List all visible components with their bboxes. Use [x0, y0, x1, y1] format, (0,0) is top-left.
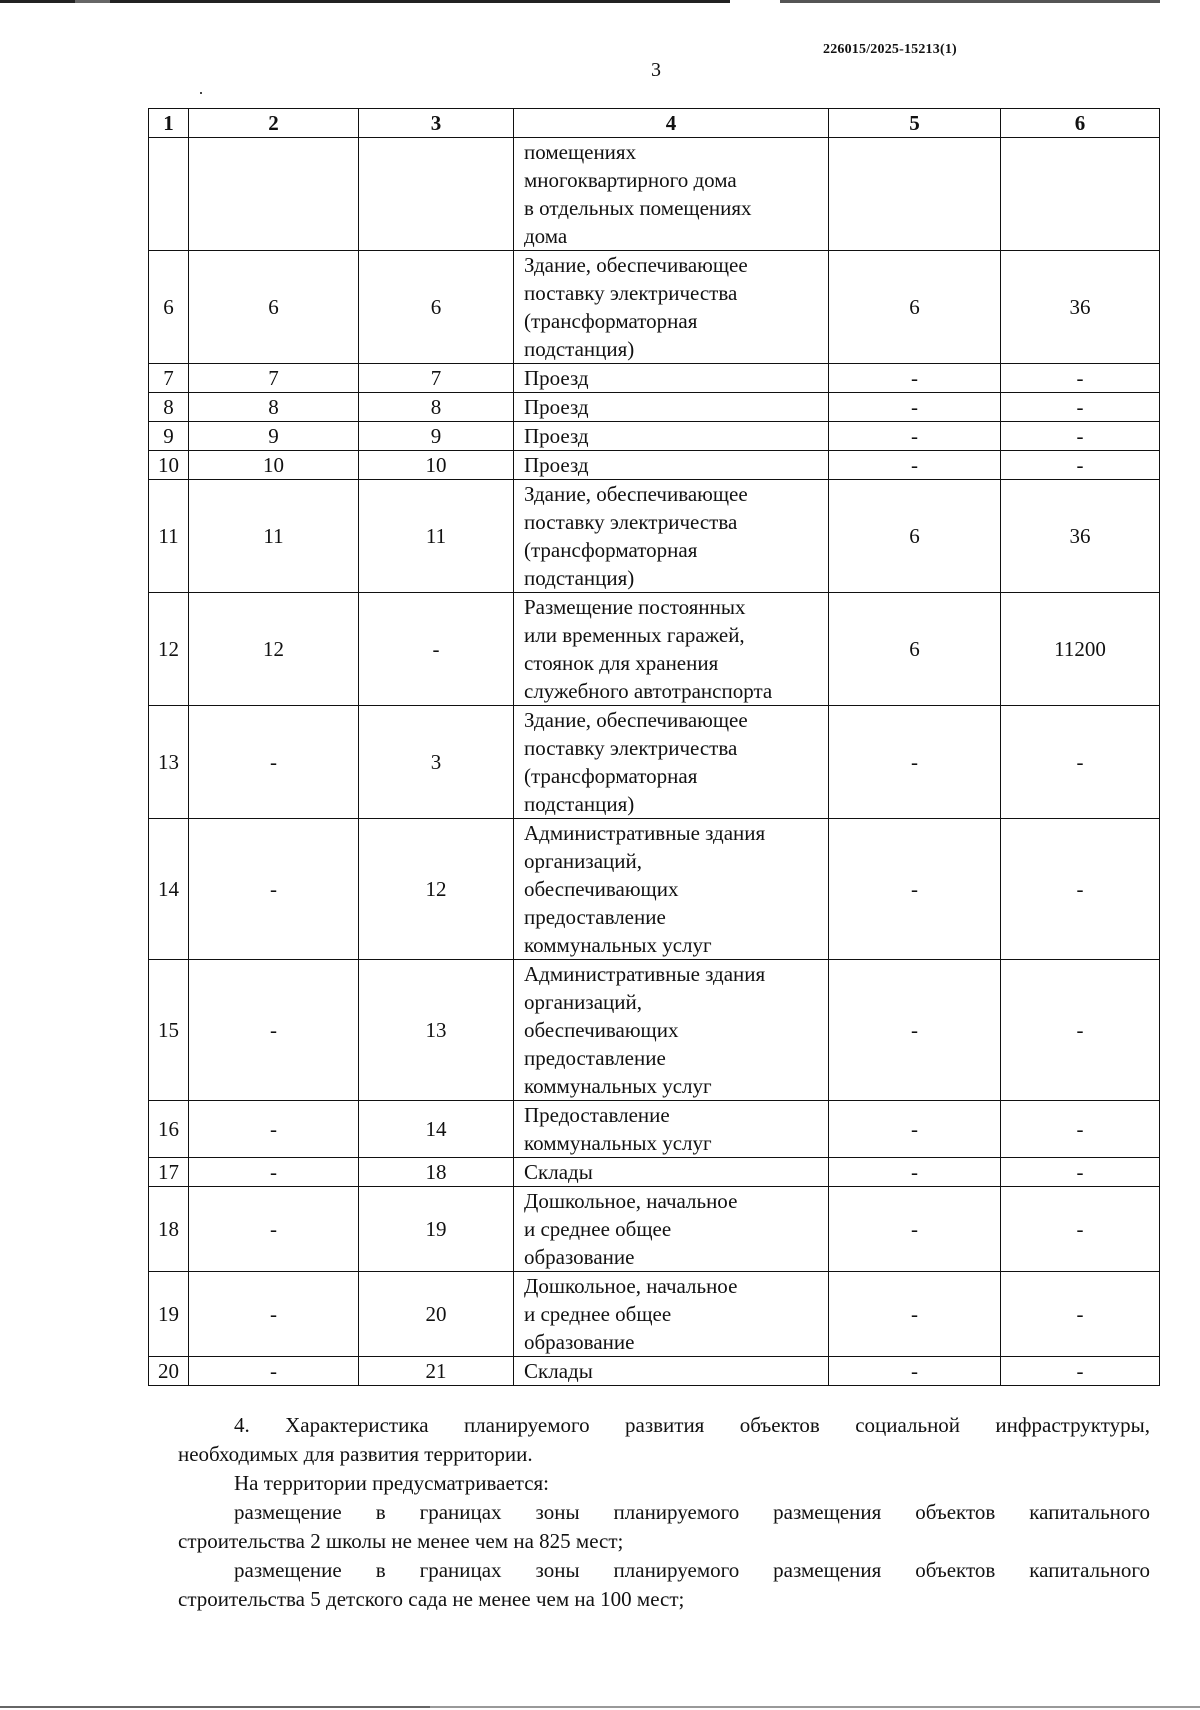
cell-col-1: 18 [149, 1187, 189, 1272]
description-line: служебного автотранспорта [524, 679, 773, 703]
section-4-line-1: 4. Характеристика планируемого развития объектов социальной инфраструктуры, [234, 1413, 1150, 1437]
cell-col-5: - [829, 960, 1001, 1101]
cell-col-2: 10 [189, 451, 359, 480]
cell-col-3: 19 [359, 1187, 514, 1272]
cell-col-5: - [829, 451, 1001, 480]
cell-col-5: - [829, 422, 1001, 451]
intro-line: На территории предусматривается: [234, 1471, 550, 1495]
section-4-text [178, 1411, 1150, 1614]
description-line: предоставление [524, 1046, 666, 1070]
cell-col-5: - [829, 706, 1001, 819]
column-header: 2 [189, 109, 359, 138]
description-line: и среднее общее [524, 1302, 672, 1326]
cell-col-1: 13 [149, 706, 189, 819]
item-2-line-1: размещение в границах зоны планируемого размещения объектов капитального [234, 1558, 1150, 1582]
description-line: Размещение постоянных [524, 595, 746, 619]
cell-col-5: - [829, 393, 1001, 422]
description-line: подстанция) [524, 337, 635, 361]
cell-col-1: 6 [149, 251, 189, 364]
description-line: Проезд [524, 395, 589, 419]
cell-col-2: 11 [189, 480, 359, 593]
cell-col-3: 10 [359, 451, 514, 480]
table-row [149, 422, 1160, 451]
column-header: 5 [829, 109, 1001, 138]
cell-description [514, 1158, 829, 1187]
cell-col-5: 6 [829, 593, 1001, 706]
cell-description [514, 706, 829, 819]
cell-col-2: 7 [189, 364, 359, 393]
description-line: поставку электричества [524, 510, 738, 534]
cell-col-5: - [829, 1272, 1001, 1357]
cell-col-5 [829, 138, 1001, 251]
section-4-line-2: необходимых для развития территории. [178, 1442, 533, 1466]
cell-col-3: - [359, 593, 514, 706]
description-line: Дошкольное, начальное [524, 1189, 738, 1213]
cell-description [514, 819, 829, 960]
cell-col-2: 12 [189, 593, 359, 706]
column-header: 6 [1001, 109, 1160, 138]
cell-col-3: 12 [359, 819, 514, 960]
scan-bottom-edge [0, 1706, 1200, 1708]
cell-col-5: 6 [829, 480, 1001, 593]
cell-col-3: 9 [359, 422, 514, 451]
document-number: 226015/2025-15213(1) [823, 42, 957, 57]
description-line: Проезд [524, 366, 589, 390]
cell-col-2: - [189, 1357, 359, 1386]
table-row [149, 480, 1160, 593]
table-header-row [149, 109, 1160, 138]
cell-col-1: 8 [149, 393, 189, 422]
cell-col-6: - [1001, 422, 1160, 451]
cell-col-1: 17 [149, 1158, 189, 1187]
cell-col-6: - [1001, 1158, 1160, 1187]
cell-col-5: - [829, 1357, 1001, 1386]
cell-description [514, 1101, 829, 1158]
page-number: 3 [651, 59, 661, 81]
cell-col-3: 18 [359, 1158, 514, 1187]
cell-col-6: - [1001, 393, 1160, 422]
description-line: Проезд [524, 424, 589, 448]
cell-col-1: 9 [149, 422, 189, 451]
cell-description [514, 451, 829, 480]
description-line: поставку электричества [524, 281, 738, 305]
cell-col-3: 7 [359, 364, 514, 393]
cell-col-6: - [1001, 1272, 1160, 1357]
cell-col-6: - [1001, 1101, 1160, 1158]
cell-col-2: - [189, 1187, 359, 1272]
cell-col-2: 8 [189, 393, 359, 422]
scan-speck [200, 92, 202, 94]
description-line: Предоставление [524, 1103, 670, 1127]
cell-col-2: - [189, 706, 359, 819]
cell-col-5: - [829, 1158, 1001, 1187]
table-row [149, 960, 1160, 1101]
cell-col-5: - [829, 364, 1001, 393]
cell-col-3: 6 [359, 251, 514, 364]
cell-col-5: 6 [829, 251, 1001, 364]
cell-col-3: 8 [359, 393, 514, 422]
cell-col-1: 14 [149, 819, 189, 960]
cell-col-6: 36 [1001, 251, 1160, 364]
description-line: (трансформаторная [524, 309, 698, 333]
cell-description [514, 1357, 829, 1386]
cell-col-6 [1001, 138, 1160, 251]
cell-col-3: 20 [359, 1272, 514, 1357]
item-2-line-2: строительства 5 детского сада не менее чем на 100 мест; [178, 1587, 685, 1611]
cell-description [514, 1272, 829, 1357]
table-row [149, 1158, 1160, 1187]
description-line: в отдельных помещениях [524, 196, 752, 220]
description-line: Здание, обеспечивающее [524, 253, 748, 277]
cell-description [514, 480, 829, 593]
description-line: Склады [524, 1160, 593, 1184]
column-header: 3 [359, 109, 514, 138]
table-row [149, 1357, 1160, 1386]
cell-col-3: 13 [359, 960, 514, 1101]
cell-col-6: - [1001, 451, 1160, 480]
cell-col-1: 19 [149, 1272, 189, 1357]
table-row [149, 451, 1160, 480]
cell-col-6: - [1001, 960, 1160, 1101]
description-line: многоквартирного дома [524, 168, 737, 192]
description-line: Проезд [524, 453, 589, 477]
cell-description [514, 364, 829, 393]
table-row [149, 1101, 1160, 1158]
cell-col-2: 6 [189, 251, 359, 364]
cell-col-2: - [189, 1158, 359, 1187]
column-header: 4 [514, 109, 829, 138]
scan-top-edge [0, 0, 1200, 3]
description-line: коммунальных услуг [524, 1074, 712, 1098]
cell-col-5: - [829, 1187, 1001, 1272]
cell-col-2: - [189, 1101, 359, 1158]
description-line: стоянок для хранения [524, 651, 719, 675]
description-line: помещениях [524, 140, 637, 164]
item-1-line-1: размещение в границах зоны планируемого размещения объектов капитального [234, 1500, 1150, 1524]
table-row [149, 393, 1160, 422]
description-line: предоставление [524, 905, 666, 929]
cell-description [514, 138, 829, 251]
cell-col-1: 7 [149, 364, 189, 393]
description-line: Здание, обеспечивающее [524, 708, 748, 732]
table-row [149, 138, 1160, 251]
cell-col-6: - [1001, 706, 1160, 819]
description-line: обеспечивающих [524, 877, 679, 901]
description-line: организаций, [524, 990, 642, 1014]
objects-table [148, 108, 1160, 1386]
cell-description [514, 1187, 829, 1272]
table-row [149, 593, 1160, 706]
table-row [149, 364, 1160, 393]
description-line: Административные здания [524, 821, 766, 845]
cell-col-6: - [1001, 364, 1160, 393]
cell-col-6: 11200 [1001, 593, 1160, 706]
description-line: коммунальных услуг [524, 1131, 712, 1155]
cell-col-1: 20 [149, 1357, 189, 1386]
column-header: 1 [149, 109, 189, 138]
description-line: (трансформаторная [524, 764, 698, 788]
description-line: поставку электричества [524, 736, 738, 760]
cell-description [514, 393, 829, 422]
description-line: подстанция) [524, 792, 635, 816]
description-line: Здание, обеспечивающее [524, 482, 748, 506]
table-row [149, 819, 1160, 960]
cell-description [514, 960, 829, 1101]
table-row [149, 251, 1160, 364]
cell-col-1 [149, 138, 189, 251]
item-1-line-2: строительства 2 школы не менее чем на 825 мест; [178, 1529, 624, 1553]
cell-col-6: 36 [1001, 480, 1160, 593]
description-line: образование [524, 1330, 635, 1354]
cell-col-6: - [1001, 819, 1160, 960]
description-line: обеспечивающих [524, 1018, 679, 1042]
cell-col-1: 12 [149, 593, 189, 706]
cell-col-2: - [189, 819, 359, 960]
cell-col-3: 21 [359, 1357, 514, 1386]
cell-col-1: 16 [149, 1101, 189, 1158]
cell-col-5: - [829, 1101, 1001, 1158]
cell-description [514, 422, 829, 451]
description-line: или временных гаражей, [524, 623, 745, 647]
cell-col-3: 11 [359, 480, 514, 593]
table-row [149, 1187, 1160, 1272]
description-line: образование [524, 1245, 635, 1269]
description-line: Дошкольное, начальное [524, 1274, 738, 1298]
cell-col-1: 15 [149, 960, 189, 1101]
description-line: (трансформаторная [524, 538, 698, 562]
cell-col-6: - [1001, 1357, 1160, 1386]
cell-col-2: - [189, 960, 359, 1101]
description-line: Административные здания [524, 962, 766, 986]
cell-col-3: 3 [359, 706, 514, 819]
description-line: и среднее общее [524, 1217, 672, 1241]
description-line: коммунальных услуг [524, 933, 712, 957]
description-line: дома [524, 224, 568, 248]
table-row [149, 706, 1160, 819]
cell-col-2 [189, 138, 359, 251]
cell-col-3 [359, 138, 514, 251]
description-line: организаций, [524, 849, 642, 873]
description-line: Склады [524, 1359, 593, 1383]
table-row [149, 1272, 1160, 1357]
description-line: подстанция) [524, 566, 635, 590]
cell-col-6: - [1001, 1187, 1160, 1272]
cell-col-2: - [189, 1272, 359, 1357]
cell-description [514, 251, 829, 364]
cell-col-3: 14 [359, 1101, 514, 1158]
cell-col-1: 10 [149, 451, 189, 480]
cell-col-1: 11 [149, 480, 189, 593]
cell-col-5: - [829, 819, 1001, 960]
cell-col-2: 9 [189, 422, 359, 451]
table-body [149, 138, 1160, 1386]
cell-description [514, 593, 829, 706]
